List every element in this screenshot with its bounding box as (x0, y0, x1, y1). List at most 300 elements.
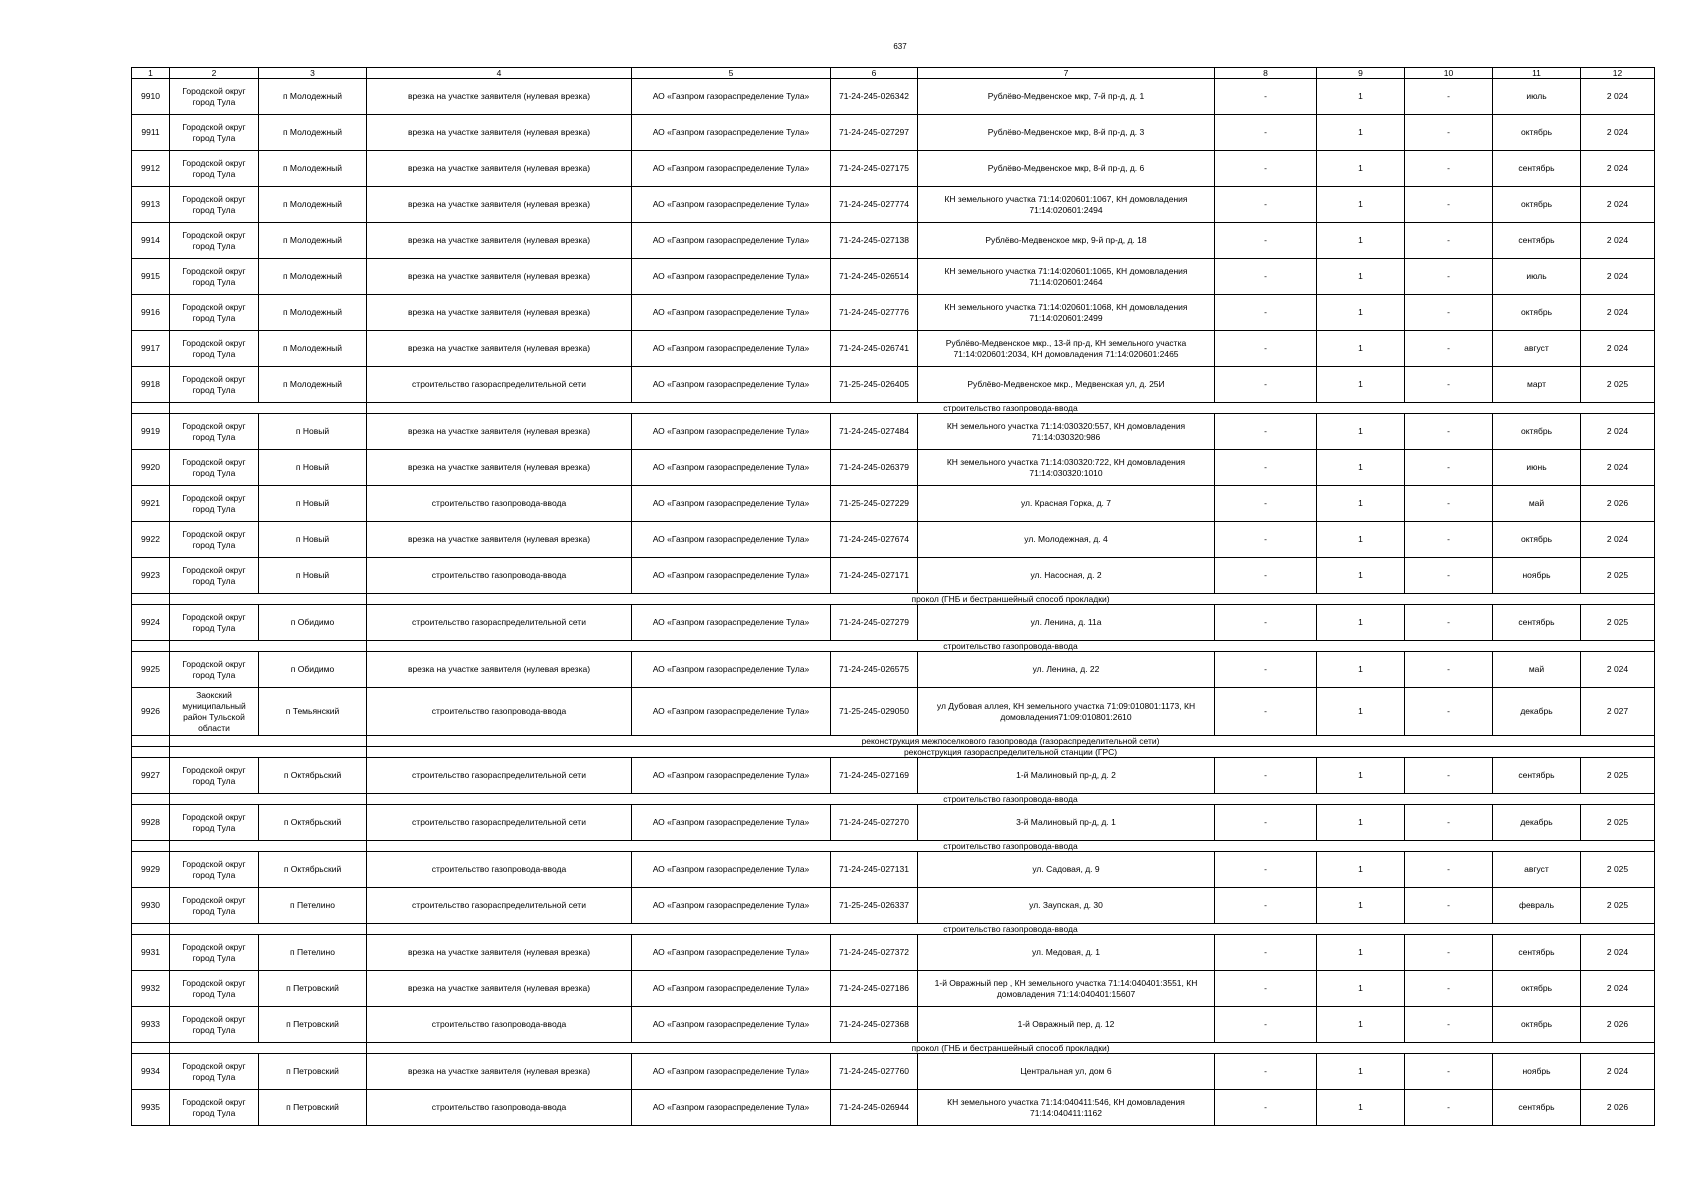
cell-address: Рублёво-Медвенское мкр, 9-й пр-д, д. 18 (918, 223, 1215, 259)
cell-organization: АО «Газпром газораспределение Тула» (632, 115, 831, 151)
cell-month: октябрь (1493, 414, 1581, 450)
cell-col8: - (1215, 223, 1317, 259)
cell-work-type: врезка на участке заявителя (нулевая врезка) (367, 151, 632, 187)
section-label: строительство газопровода-ввода (367, 924, 1655, 935)
cell-address: 1-й Малиновый пр-д, д. 2 (918, 758, 1215, 794)
cell-col9: 1 (1317, 1054, 1405, 1090)
section-empty-cell (132, 403, 170, 414)
cell-address: ул. Заупская, д. 30 (918, 888, 1215, 924)
cell-district: Городской округ город Тула (170, 414, 259, 450)
cell-address: КН земельного участка 71:14:030320:557, КН домовладения 71:14:030320:986 (918, 414, 1215, 450)
cell-col9: 1 (1317, 888, 1405, 924)
section-row (132, 924, 1655, 935)
cell-col10: - (1405, 295, 1493, 331)
cell-year: 2 024 (1581, 295, 1655, 331)
cell-work-type: строительство газопровода-ввода (367, 1090, 632, 1126)
cell-settlement: п Петелино (259, 935, 367, 971)
page-number: 637 (893, 42, 907, 51)
cell-address: КН земельного участка 71:14:040411:546, КН домовладения 71:14:040411:1162 (918, 1090, 1215, 1126)
cell-year: 2 024 (1581, 79, 1655, 115)
cell-address: Рублёво-Медвенское мкр, 8-й пр-д, д. 3 (918, 115, 1215, 151)
cell-col10: - (1405, 522, 1493, 558)
cell-work-type: врезка на участке заявителя (нулевая врезка) (367, 1054, 632, 1090)
cell-row-number: 9933 (132, 1007, 170, 1043)
table-row (132, 223, 1655, 259)
column-header: 9 (1317, 68, 1405, 79)
cell-work-type: строительство газораспределительной сети (367, 758, 632, 794)
cell-organization: АО «Газпром газораспределение Тула» (632, 971, 831, 1007)
cell-work-type: строительство газопровода-ввода (367, 688, 632, 736)
cell-row-number: 9910 (132, 79, 170, 115)
column-header: 1 (132, 68, 170, 79)
section-empty-cell (132, 841, 170, 852)
cell-district: Городской округ город Тула (170, 758, 259, 794)
cell-organization: АО «Газпром газораспределение Тула» (632, 1090, 831, 1126)
cell-col10: - (1405, 688, 1493, 736)
cell-month: октябрь (1493, 187, 1581, 223)
cell-organization: АО «Газпром газораспределение Тула» (632, 605, 831, 641)
cell-col10: - (1405, 367, 1493, 403)
cell-col8: - (1215, 605, 1317, 641)
cell-row-number: 9918 (132, 367, 170, 403)
cell-col9: 1 (1317, 259, 1405, 295)
section-label: строительство газопровода-ввода (367, 641, 1655, 652)
section-empty-cell (132, 747, 170, 758)
cell-year: 2 024 (1581, 935, 1655, 971)
section-row (132, 403, 1655, 414)
cell-work-type: строительство газораспределительной сети (367, 888, 632, 924)
cell-year: 2 025 (1581, 805, 1655, 841)
cell-col9: 1 (1317, 223, 1405, 259)
cell-col9: 1 (1317, 367, 1405, 403)
cell-month: август (1493, 852, 1581, 888)
cell-settlement: п Петелино (259, 888, 367, 924)
cell-col9: 1 (1317, 558, 1405, 594)
cell-row-number: 9928 (132, 805, 170, 841)
cell-code: 71-24-245-027484 (831, 414, 918, 450)
table-row (132, 450, 1655, 486)
cell-month: сентябрь (1493, 935, 1581, 971)
cell-year: 2 024 (1581, 223, 1655, 259)
table-row (132, 852, 1655, 888)
cell-address: Рублёво-Медвенское мкр, 7-й пр-д, д. 1 (918, 79, 1215, 115)
cell-month: сентябрь (1493, 151, 1581, 187)
cell-col8: - (1215, 1090, 1317, 1126)
cell-work-type: врезка на участке заявителя (нулевая врезка) (367, 223, 632, 259)
cell-code: 71-24-245-027674 (831, 522, 918, 558)
table-row (132, 888, 1655, 924)
cell-settlement: п Октябрьский (259, 805, 367, 841)
cell-organization: АО «Газпром газораспределение Тула» (632, 151, 831, 187)
cell-address: КН земельного участка 71:14:020601:1065, КН домовладения 71:14:020601:2464 (918, 259, 1215, 295)
cell-work-type: строительство газопровода-ввода (367, 1007, 632, 1043)
cell-district: Городской округ город Тула (170, 331, 259, 367)
cell-district: Городской округ город Тула (170, 605, 259, 641)
cell-code: 71-24-245-027297 (831, 115, 918, 151)
cell-col9: 1 (1317, 852, 1405, 888)
table-row (132, 935, 1655, 971)
cell-col9: 1 (1317, 331, 1405, 367)
cell-settlement: п Обидимо (259, 652, 367, 688)
cell-col9: 1 (1317, 1007, 1405, 1043)
cell-col8: - (1215, 450, 1317, 486)
cell-work-type: врезка на участке заявителя (нулевая врезка) (367, 79, 632, 115)
cell-year: 2 025 (1581, 758, 1655, 794)
cell-row-number: 9915 (132, 259, 170, 295)
cell-district: Городской округ город Тула (170, 223, 259, 259)
table-row (132, 115, 1655, 151)
section-empty-cell (132, 736, 170, 747)
cell-address: ул Дубовая аллея, КН земельного участка 71:09:010801:1173, КН домовладения71:09:010801:2610 (918, 688, 1215, 736)
cell-row-number: 9913 (132, 187, 170, 223)
section-label: строительство газопровода-ввода (367, 841, 1655, 852)
cell-col8: - (1215, 187, 1317, 223)
cell-col10: - (1405, 558, 1493, 594)
column-header: 10 (1405, 68, 1493, 79)
cell-settlement: п Новый (259, 450, 367, 486)
cell-code: 71-24-245-026944 (831, 1090, 918, 1126)
cell-year: 2 024 (1581, 151, 1655, 187)
cell-code: 71-24-245-027175 (831, 151, 918, 187)
cell-col10: - (1405, 1090, 1493, 1126)
cell-col8: - (1215, 259, 1317, 295)
cell-row-number: 9935 (132, 1090, 170, 1126)
cell-code: 71-24-245-027776 (831, 295, 918, 331)
section-label: реконструкция газораспределительной станции (ГРС) (367, 747, 1655, 758)
cell-code: 71-24-245-026342 (831, 79, 918, 115)
cell-row-number: 9920 (132, 450, 170, 486)
cell-year: 2 025 (1581, 367, 1655, 403)
cell-month: декабрь (1493, 688, 1581, 736)
cell-organization: АО «Газпром газораспределение Тула» (632, 79, 831, 115)
cell-col9: 1 (1317, 486, 1405, 522)
cell-col9: 1 (1317, 1090, 1405, 1126)
cell-district: Городской округ город Тула (170, 187, 259, 223)
cell-district: Городской округ город Тула (170, 652, 259, 688)
cell-code: 71-24-245-026575 (831, 652, 918, 688)
cell-address: КН земельного участка 71:14:020601:1068, КН домовладения 71:14:020601:2499 (918, 295, 1215, 331)
cell-work-type: врезка на участке заявителя (нулевая врезка) (367, 115, 632, 151)
section-empty-cell (170, 641, 367, 652)
column-header: 11 (1493, 68, 1581, 79)
cell-code: 71-24-245-026514 (831, 259, 918, 295)
section-row (132, 841, 1655, 852)
table-row (132, 758, 1655, 794)
cell-code: 71-24-245-026379 (831, 450, 918, 486)
cell-organization: АО «Газпром газораспределение Тула» (632, 558, 831, 594)
cell-work-type: строительство газопровода-ввода (367, 852, 632, 888)
cell-col9: 1 (1317, 79, 1405, 115)
section-empty-cell (170, 924, 367, 935)
cell-organization: АО «Газпром газораспределение Тула» (632, 223, 831, 259)
column-header: 6 (831, 68, 918, 79)
cell-work-type: врезка на участке заявителя (нулевая врезка) (367, 187, 632, 223)
cell-col9: 1 (1317, 805, 1405, 841)
cell-col8: - (1215, 1007, 1317, 1043)
cell-month: июль (1493, 79, 1581, 115)
cell-col10: - (1405, 331, 1493, 367)
cell-district: Городской округ город Тула (170, 295, 259, 331)
cell-col10: - (1405, 605, 1493, 641)
cell-year: 2 024 (1581, 652, 1655, 688)
cell-organization: АО «Газпром газораспределение Тула» (632, 852, 831, 888)
cell-organization: АО «Газпром газораспределение Тула» (632, 688, 831, 736)
cell-organization: АО «Газпром газораспределение Тула» (632, 805, 831, 841)
cell-year: 2 024 (1581, 115, 1655, 151)
cell-row-number: 9916 (132, 295, 170, 331)
cell-district: Городской округ город Тула (170, 1007, 259, 1043)
cell-col9: 1 (1317, 151, 1405, 187)
cell-col8: - (1215, 935, 1317, 971)
cell-settlement: п Октябрьский (259, 852, 367, 888)
section-label: строительство газопровода-ввода (367, 403, 1655, 414)
cell-month: сентябрь (1493, 1090, 1581, 1126)
cell-code: 71-24-245-027774 (831, 187, 918, 223)
cell-code: 71-25-245-027229 (831, 486, 918, 522)
cell-year: 2 026 (1581, 1007, 1655, 1043)
table-row (132, 331, 1655, 367)
cell-settlement: п Октябрьский (259, 758, 367, 794)
cell-year: 2 026 (1581, 486, 1655, 522)
cell-work-type: строительство газопровода-ввода (367, 558, 632, 594)
cell-row-number: 9934 (132, 1054, 170, 1090)
table-row (132, 688, 1655, 736)
cell-district: Городской округ город Тула (170, 1054, 259, 1090)
cell-month: июнь (1493, 450, 1581, 486)
cell-col8: - (1215, 367, 1317, 403)
cell-year: 2 025 (1581, 888, 1655, 924)
cell-code: 71-24-245-027169 (831, 758, 918, 794)
cell-col10: - (1405, 935, 1493, 971)
table-row (132, 652, 1655, 688)
cell-settlement: п Молодежный (259, 295, 367, 331)
cell-row-number: 9932 (132, 971, 170, 1007)
section-empty-cell (132, 924, 170, 935)
table-row (132, 1054, 1655, 1090)
section-empty-cell (170, 1043, 367, 1054)
cell-district: Городской округ город Тула (170, 367, 259, 403)
cell-organization: АО «Газпром газораспределение Тула» (632, 652, 831, 688)
cell-col10: - (1405, 1054, 1493, 1090)
cell-col10: - (1405, 259, 1493, 295)
cell-district: Городской округ город Тула (170, 935, 259, 971)
cell-organization: АО «Газпром газораспределение Тула» (632, 1007, 831, 1043)
table-row (132, 187, 1655, 223)
cell-col10: - (1405, 414, 1493, 450)
cell-address: ул. Ленина, д. 11а (918, 605, 1215, 641)
cell-district: Городской округ город Тула (170, 486, 259, 522)
cell-col9: 1 (1317, 187, 1405, 223)
cell-address: Центральная ул, дом 6 (918, 1054, 1215, 1090)
cell-col10: - (1405, 805, 1493, 841)
cell-settlement: п Новый (259, 558, 367, 594)
cell-month: июль (1493, 259, 1581, 295)
cell-col9: 1 (1317, 758, 1405, 794)
cell-month: февраль (1493, 888, 1581, 924)
cell-settlement: п Новый (259, 486, 367, 522)
cell-address: 1-й Овражный пер, д. 12 (918, 1007, 1215, 1043)
cell-work-type: врезка на участке заявителя (нулевая врезка) (367, 971, 632, 1007)
cell-col8: - (1215, 79, 1317, 115)
cell-col9: 1 (1317, 652, 1405, 688)
cell-organization: АО «Газпром газораспределение Тула» (632, 1054, 831, 1090)
cell-col8: - (1215, 115, 1317, 151)
cell-work-type: врезка на участке заявителя (нулевая врезка) (367, 259, 632, 295)
cell-address: Рублёво-Медвенское мкр., 13-й пр-д, КН земельного участка 71:14:020601:2034, КН домовладения 71:14:020601:2465 (918, 331, 1215, 367)
table-row (132, 605, 1655, 641)
cell-organization: АО «Газпром газораспределение Тула» (632, 486, 831, 522)
cell-year: 2 025 (1581, 852, 1655, 888)
cell-work-type: врезка на участке заявителя (нулевая врезка) (367, 331, 632, 367)
column-header: 7 (918, 68, 1215, 79)
cell-row-number: 9922 (132, 522, 170, 558)
cell-year: 2 024 (1581, 971, 1655, 1007)
cell-col10: - (1405, 758, 1493, 794)
cell-organization: АО «Газпром газораспределение Тула» (632, 187, 831, 223)
cell-year: 2 025 (1581, 558, 1655, 594)
cell-district: Городской округ город Тула (170, 151, 259, 187)
cell-year: 2 024 (1581, 259, 1655, 295)
cell-col9: 1 (1317, 605, 1405, 641)
column-header: 5 (632, 68, 831, 79)
section-empty-cell (132, 794, 170, 805)
cell-col8: - (1215, 852, 1317, 888)
cell-district: Городской округ город Тула (170, 888, 259, 924)
column-header: 2 (170, 68, 259, 79)
cell-organization: АО «Газпром газораспределение Тула» (632, 935, 831, 971)
section-empty-cell (170, 736, 367, 747)
cell-work-type: врезка на участке заявителя (нулевая врезка) (367, 935, 632, 971)
cell-address: 1-й Овражный пер , КН земельного участка 71:14:040401:3551, КН домовладения 71:14:040401:15607 (918, 971, 1215, 1007)
cell-col8: - (1215, 331, 1317, 367)
table-row (132, 1007, 1655, 1043)
cell-month: март (1493, 367, 1581, 403)
cell-month: сентябрь (1493, 223, 1581, 259)
cell-organization: АО «Газпром газораспределение Тула» (632, 888, 831, 924)
cell-address: ул. Красная Горка, д. 7 (918, 486, 1215, 522)
cell-work-type: врезка на участке заявителя (нулевая врезка) (367, 652, 632, 688)
cell-organization: АО «Газпром газораспределение Тула» (632, 414, 831, 450)
cell-month: октябрь (1493, 295, 1581, 331)
section-empty-cell (170, 594, 367, 605)
cell-code: 71-24-245-027138 (831, 223, 918, 259)
cell-col8: - (1215, 758, 1317, 794)
cell-district: Городской округ город Тула (170, 852, 259, 888)
cell-col9: 1 (1317, 522, 1405, 558)
cell-row-number: 9926 (132, 688, 170, 736)
cell-code: 71-24-245-027171 (831, 558, 918, 594)
cell-col10: - (1405, 852, 1493, 888)
cell-year: 2 026 (1581, 1090, 1655, 1126)
cell-code: 71-24-245-027186 (831, 971, 918, 1007)
cell-col8: - (1215, 295, 1317, 331)
cell-work-type: строительство газораспределительной сети (367, 605, 632, 641)
cell-code: 71-24-245-027131 (831, 852, 918, 888)
column-header: 3 (259, 68, 367, 79)
cell-settlement: п Петровский (259, 971, 367, 1007)
section-row (132, 736, 1655, 747)
cell-settlement: п Петровский (259, 1054, 367, 1090)
cell-col10: - (1405, 79, 1493, 115)
cell-col8: - (1215, 414, 1317, 450)
cell-col10: - (1405, 187, 1493, 223)
cell-col10: - (1405, 223, 1493, 259)
cell-col9: 1 (1317, 450, 1405, 486)
cell-month: октябрь (1493, 115, 1581, 151)
cell-year: 2 024 (1581, 187, 1655, 223)
cell-col8: - (1215, 558, 1317, 594)
cell-row-number: 9917 (132, 331, 170, 367)
section-row (132, 594, 1655, 605)
cell-code: 71-25-245-029050 (831, 688, 918, 736)
cell-organization: АО «Газпром газораспределение Тула» (632, 259, 831, 295)
cell-month: май (1493, 652, 1581, 688)
cell-col10: - (1405, 888, 1493, 924)
cell-row-number: 9912 (132, 151, 170, 187)
cell-organization: АО «Газпром газораспределение Тула» (632, 367, 831, 403)
section-empty-cell (170, 403, 367, 414)
cell-address: ул. Ленина, д. 22 (918, 652, 1215, 688)
cell-month: август (1493, 331, 1581, 367)
cell-district: Городской округ город Тула (170, 115, 259, 151)
cell-col10: - (1405, 486, 1493, 522)
cell-address: ул. Садовая, д. 9 (918, 852, 1215, 888)
cell-row-number: 9911 (132, 115, 170, 151)
cell-col9: 1 (1317, 935, 1405, 971)
cell-col8: - (1215, 688, 1317, 736)
column-header: 12 (1581, 68, 1655, 79)
column-header: 8 (1215, 68, 1317, 79)
cell-settlement: п Молодежный (259, 187, 367, 223)
cell-work-type: строительство газопровода-ввода (367, 486, 632, 522)
table-row (132, 522, 1655, 558)
cell-organization: АО «Газпром газораспределение Тула» (632, 331, 831, 367)
cell-address: Рублёво-Медвенское мкр, 8-й пр-д, д. 6 (918, 151, 1215, 187)
cell-code: 71-24-245-027372 (831, 935, 918, 971)
cell-settlement: п Молодежный (259, 331, 367, 367)
cell-address: КН земельного участка 71:14:020601:1067, КН домовладения 71:14:020601:2494 (918, 187, 1215, 223)
cell-month: май (1493, 486, 1581, 522)
cell-address: ул. Насосная, д. 2 (918, 558, 1215, 594)
table-row (132, 486, 1655, 522)
section-row (132, 747, 1655, 758)
cell-district: Городской округ город Тула (170, 450, 259, 486)
cell-organization: АО «Газпром газораспределение Тула» (632, 522, 831, 558)
cell-month: декабрь (1493, 805, 1581, 841)
cell-col8: - (1215, 805, 1317, 841)
table-row (132, 79, 1655, 115)
table-row (132, 151, 1655, 187)
cell-col9: 1 (1317, 295, 1405, 331)
cell-organization: АО «Газпром газораспределение Тула» (632, 295, 831, 331)
cell-row-number: 9914 (132, 223, 170, 259)
cell-month: сентябрь (1493, 605, 1581, 641)
cell-code: 71-24-245-027279 (831, 605, 918, 641)
cell-work-type: строительство газораспределительной сети (367, 805, 632, 841)
cell-col8: - (1215, 652, 1317, 688)
cell-col10: - (1405, 652, 1493, 688)
cell-year: 2 024 (1581, 414, 1655, 450)
table-row (132, 414, 1655, 450)
cell-year: 2 025 (1581, 605, 1655, 641)
cell-district: Городской округ город Тула (170, 1090, 259, 1126)
cell-district: Городской округ город Тула (170, 522, 259, 558)
cell-col9: 1 (1317, 688, 1405, 736)
cell-col9: 1 (1317, 115, 1405, 151)
section-empty-cell (170, 794, 367, 805)
cell-row-number: 9931 (132, 935, 170, 971)
cell-district: Заокский муниципальный район Тульской области (170, 688, 259, 736)
